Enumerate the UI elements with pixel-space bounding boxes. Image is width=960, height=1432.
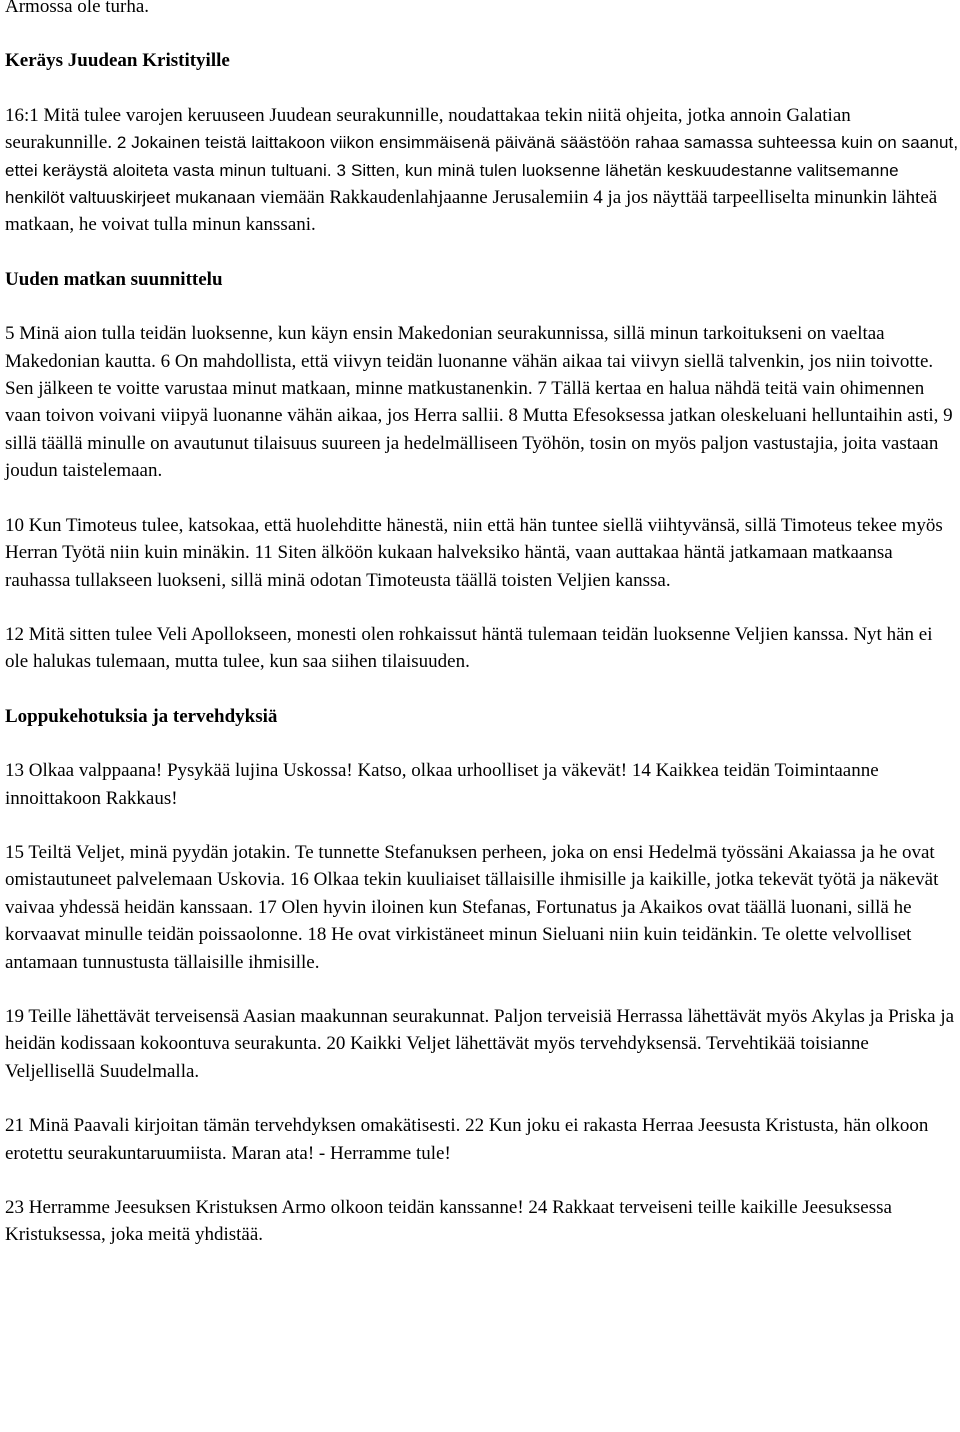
- paragraph-verses-19-20: 19 Teille lähettävät terveisensä Aasian maakunnan seurakunnat. Paljon terveisiä Herrassa lähettävät myös Akylas ja Priska ja heidän kodissaan kokoontuva seurakunta. 20 Kaikki Veljet lähettävät myös tervehdyksensä. Tervehtikää toisianne Veljellisellä Suudelmalla.: [5, 1005, 955, 1082]
- section-heading-final-exhortations: Loppukehotuksia ja tervehdyksiä: [5, 705, 278, 727]
- paragraph-16-1-tail: viemään Rakkaudenlahjaanne Jerusalemiin 4 ja jos näyttää tarpeelliselta minunkin lähteä matkaan, he voivat tulla minun kanssani.: [5, 187, 938, 236]
- intro-line: Armossa ole turha.: [5, 0, 150, 17]
- section-heading-travel-plans: Uuden matkan suunnittelu: [5, 268, 223, 290]
- paragraph-16-1-serif-part: 16:1 Mitä tulee varojen keruuseen Juudean seurakunnille, noudattakaa tekin niitä ohjeita, jotka annoin Galatian seurakunnille.: [5, 104, 851, 154]
- paragraph-verses-15-18: 15 Teiltä Veljet, minä pyydän jotakin. Te tunnette Stefanuksen perheen, joka on ensi Hedelmä työssäni Akaiassa ja he ovat omistautuneet palvelemaan Uskovia. 16 Olkaa tekin kuuliaiset tällaisille ihmisille ja kaikille, jotka tekevät työtä ja näkevät vaivaa yhdessä heidän kanssaan. 17 Olen hyvin iloinen kun Stefanas, Fortunatus ja Akaikos ovat täällä luonani, sillä he korvaavat minulle teidän poissaolonne. 18 He ovat virkistäneet minun Sieluani niin kuin teidänkin. Te olette velvolliset antamaan tunnustusta tällaisille ihmisille.: [5, 841, 939, 973]
- paragraph-verses-10-11: 10 Kun Timoteus tulee, katsokaa, että huolehditte hänestä, niin että hän tuntee siellä viihtyvänsä, sillä Timoteus tekee myös Herran Työtä niin kuin minäkin. 11 Siten älköön kukaan halveksiko häntä, vaan auttakaa häntä jatkamaan matkaansa rauhassa tullakseen luokseni, sillä minä odotan Timoteusta täällä toisten Veljien kanssa.: [5, 514, 943, 591]
- paragraph-verses-13-14: 13 Olkaa valppaana! Pysykää lujina Uskossa! Katso, olkaa urhoolliset ja väkevät! 14 Kaikkea teidän Toimintaanne innoittakoon Rakkaus!: [5, 760, 879, 809]
- paragraph-verse-12: 12 Mitä sitten tulee Veli Apollokseen, monesti olen rohkaissut häntä tulemaan teidän luoksenne Veljien kanssa. Nyt hän ei ole halukas tulemaan, mutta tulee, kun saa siihen tilaisuuden.: [5, 623, 933, 673]
- paragraph-verses-21-22: 21 Minä Paavali kirjoitan tämän tervehdyksen omakätisesti. 22 Kun joku ei rakasta Herraa Jeesusta Kristusta, hän olkoon erotettu seurakuntaruumiista. Maran ata! - Herramme tule!: [5, 1115, 929, 1164]
- section-heading-collection: Keräys Juudean Kristityille: [5, 50, 230, 72]
- document-body: [5, 0, 960, 1276]
- paragraph-verses-5-9: 5 Minä aion tulla teidän luoksenne, kun käyn ensin Makedonian seurakunnissa, sillä minun tarkoitukseni on vaeltaa Makedonian kautta. 6 On mahdollista, että viivyn teidän luonanne vähän aikaa tai viivyn siellä talvenkin, jos niin toivotte. Sen jälkeen te voitte varustaa minut matkaan, minne matkustanenkin. 7 Tällä kertaa en halua nähdä teitä vain ohimennen vaan toivon voivani viipyä luonanne vähän aikaa, jos Herra sallii. 8 Mutta Efesoksessa jatkan oleskeluani helluntaihin asti, 9 sillä täällä minulle on avautunut tilaisuus suureen ja hedelmälliseen Työhön, tosin on myös paljon vastustajia, joita vastaan joudun taistelemaan.: [5, 323, 953, 482]
- paragraph-16-1-sans-part: 2 Jokainen teistä laittakoon viikon ensimmäisenä päivänä säästöön rahaa samassa suhteessa kuin on saanut, ettei keräystä aloiteta vasta minun tultuani. 3 Sitten, kun minä tulen luoksenne lähetän keskuudestanne valitsemanne henkilöt valtuuskirjeet mukanaan: [5, 133, 959, 208]
- paragraph-16-1: [5, 102, 960, 239]
- paragraph-verses-23-24: 23 Herramme Jeesuksen Kristuksen Armo olkoon teidän kanssanne! 24 Rakkaat terveiseni teille kaikille Jeesuksessa Kristuksessa, joka meitä yhdistää.: [5, 1197, 892, 1246]
